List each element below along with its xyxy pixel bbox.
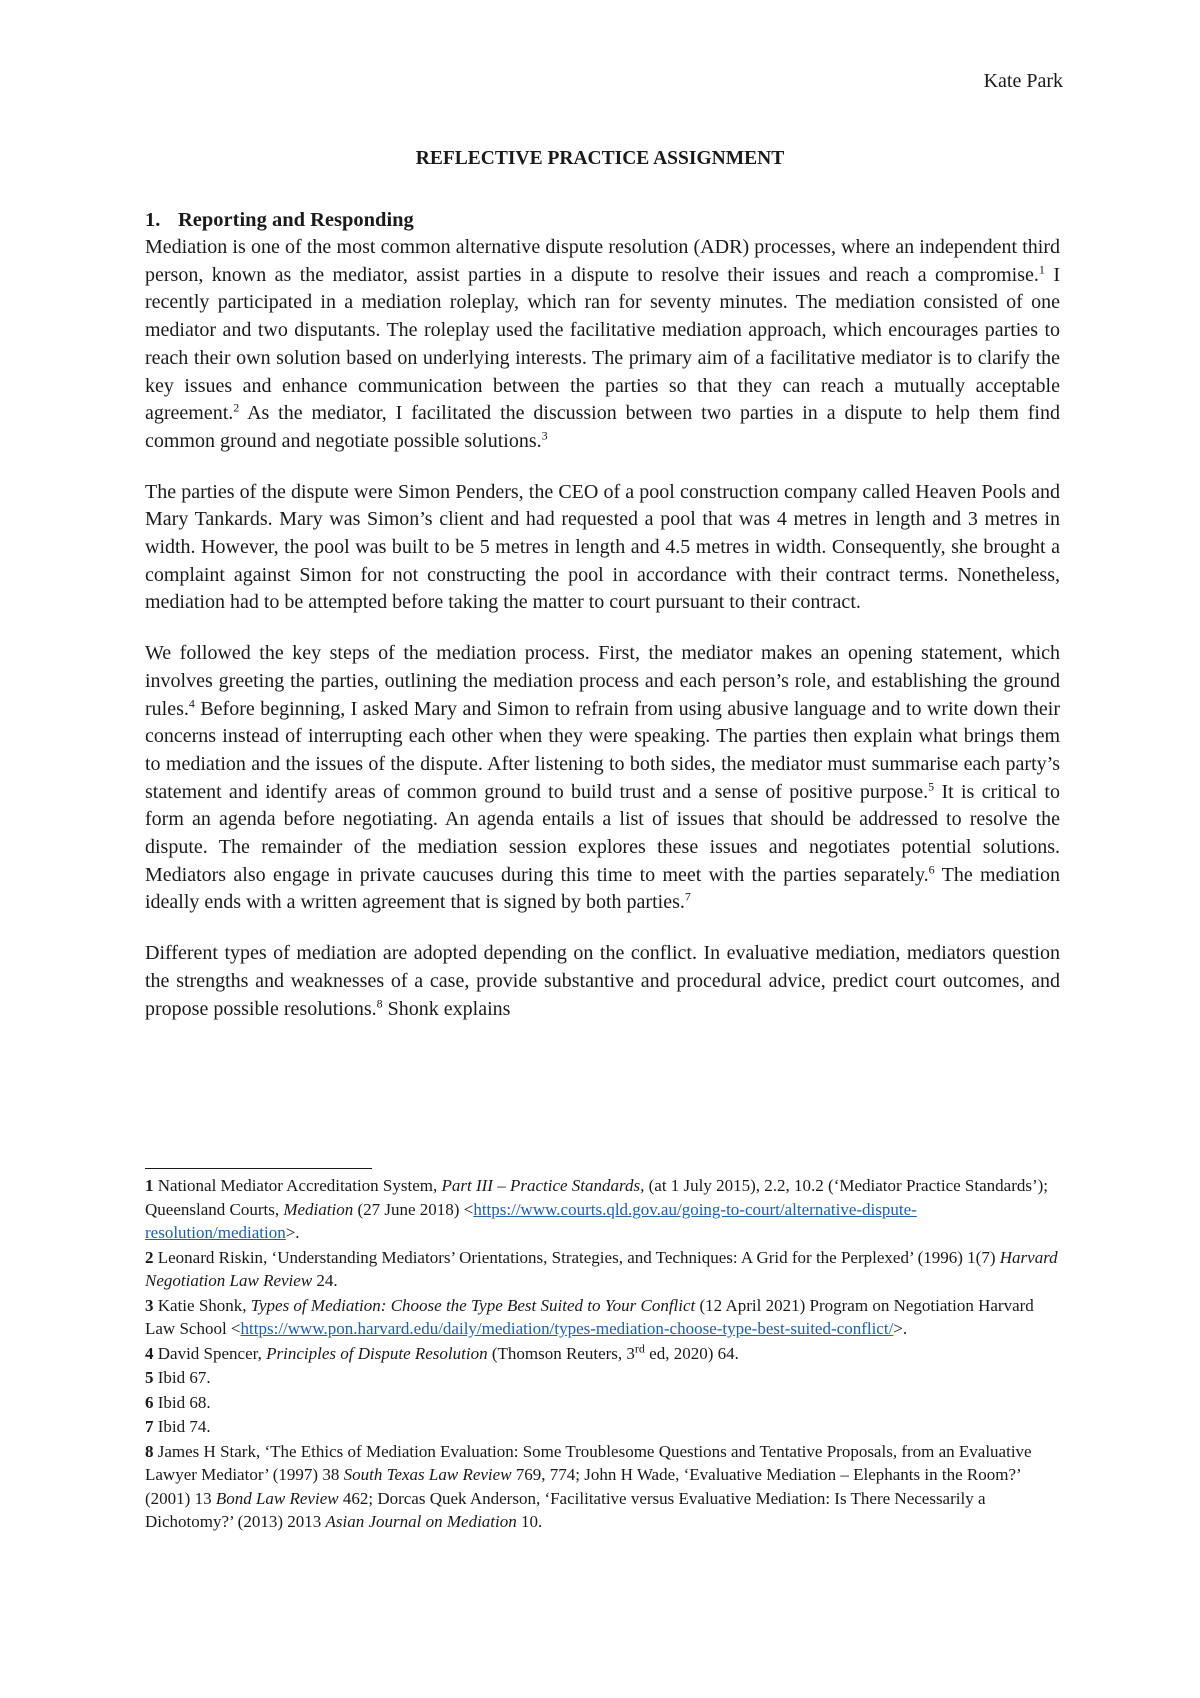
footnote-link[interactable]: https://www.pon.harvard.edu/daily/mediation/types-mediation-choose-type-best-suited-conflict/ (240, 1319, 894, 1338)
footnote-italic: Types of Mediation: Choose the Type Best Suited to Your Conflict (250, 1295, 696, 1315)
paragraph-2 (145, 479, 1060, 618)
section-number: 1. (145, 209, 161, 231)
paragraph-1 (145, 234, 1060, 456)
footnote-text: National Mediator Accreditation System, (153, 1176, 442, 1195)
footnote-italic: Asian Journal on Mediation (325, 1512, 517, 1531)
footnote-8 (145, 1440, 1060, 1534)
footnote-text: Ibid 74. (153, 1417, 211, 1436)
footnote-text: >. (893, 1319, 908, 1338)
footnote-text: 24. (312, 1271, 338, 1290)
footnote-number: 1 (145, 1176, 154, 1195)
document-title: REFLECTIVE PRACTICE ASSIGNMENT (415, 148, 785, 169)
paragraph-text: I recently participated in a mediation roleplay, which ran for seventy minutes. The mediation consisted of one mediator and two disputants. The roleplay used the facilitative mediation approach, which encourages parties to reach their own solution based on underlying interests. The primary aim of a facilitative mediator is to clarify the key issues and enhance communication between the parties so that they can reach a mutually acceptable agreement. (145, 263, 1060, 425)
footnote-7 (145, 1415, 1060, 1439)
paragraph-text: The parties of the dispute were Simon Penders, the CEO of a pool construction company called Heaven Pools and Mary Tankards. Mary was Simon’s client and had requested a pool that was 4 metres in length and 3 metres in width. However, the pool was built to be 5 metres in length and 4.5 metres in width. Consequently, she brought a complaint against Simon for not constructing the pool in accordance with their contract terms. Nonetheless, mediation had to be attempted before taking the matter to court pursuant to their contract. (145, 480, 1060, 614)
paragraph-text: As the mediator, I facilitated the discussion between two parties in a dispute to help them find common ground and negotiate possible solutions. (145, 402, 1060, 452)
footnote-number: 6 (145, 1392, 154, 1412)
footnote-text: Ibid 68. (153, 1392, 211, 1412)
footnote-ref: 3 (541, 428, 548, 443)
paragraph-text: Different types of mediation are adopted depending on the conflict. In evaluative mediation, mediators question the strengths and weaknesses of a case, provide substantive and procedural advice, predict court outcomes, and propose possible resolutions. (145, 942, 1060, 1020)
footnote-number: 7 (145, 1417, 154, 1436)
footnote-3 (145, 1294, 1060, 1341)
footnote-number: 4 (145, 1343, 154, 1363)
section-heading (145, 206, 1060, 234)
footnote-number: 3 (145, 1295, 154, 1315)
footnote-text: David Spencer, (153, 1343, 267, 1363)
footnote-text: 10. (516, 1512, 543, 1531)
footnote-text: Ibid 67. (153, 1368, 211, 1387)
paragraph-text: We followed the key steps of the mediation process. First, the mediator makes an opening statement, which involves greeting the parties, outlining the mediation process and each person’s role, and establishing the ground rules. (145, 642, 1060, 720)
footnote-text: 769, 774; John H Wade, ‘Evaluative Mediation – Elephants in the Room?’ (2001) 13 (145, 1465, 1021, 1508)
footnote-link[interactable]: https://www.courts.qld.gov.au/going-to-court/alternative-dispute-resolution/mediation (145, 1199, 917, 1242)
footnote-text: (27 June 2018) < (353, 1199, 474, 1219)
footnote-number: 8 (145, 1441, 154, 1461)
footnote-ref: 8 (376, 995, 383, 1010)
footnote-1 (145, 1174, 1060, 1245)
footnote-ref: 1 (1038, 262, 1045, 277)
footnote-divider (145, 1168, 372, 1169)
paragraph-text: The mediation ideally ends with a written agreement that is signed by both parties. (145, 863, 1060, 914)
ordinal-suffix: rd (634, 1340, 645, 1355)
footnote-italic: Principles of Dispute Resolution (266, 1343, 488, 1363)
section-title: Reporting and Responding (178, 209, 414, 231)
footnotes (145, 1174, 1060, 1535)
footnote-italic: Part III – Practice Standards, (441, 1176, 645, 1195)
footnote-4 (145, 1342, 1060, 1366)
document-body (145, 206, 1060, 1046)
footnote-number: 2 (145, 1247, 154, 1267)
paragraph-text: It is critical to form an agenda before negotiating. An agenda entails a list of issues that should be addressed to resolve the dispute. The remainder of the mediation session explores these issues and negotiates potential solutions. Mediators also engage in private caucuses during this time to meet with the parties separately. (145, 780, 1060, 886)
footnote-text: James H Stark, ‘The Ethics of Mediation Evaluation: Some Troublesome Questions and Tentative Proposals, from an Evaluative Lawyer Mediator’ (1997) 38 (145, 1441, 1032, 1484)
footnote-text: Katie Shonk, (153, 1295, 251, 1315)
footnote-2 (145, 1246, 1060, 1293)
footnote-6 (145, 1391, 1060, 1415)
paragraph-4 (145, 940, 1060, 1023)
footnote-italic: Bond Law Review (215, 1488, 339, 1508)
footnote-text: Leonard Riskin, ‘Understanding Mediators’ Orientations, Strategies, and Techniques: A Grid for the Perplexed’ (1996) 1(7) (153, 1247, 1000, 1267)
footnote-text: ed, 2020) 64. (644, 1343, 739, 1363)
footnote-ref: 4 (188, 695, 195, 710)
footnote-text: (Thomson Reuters, 3 (487, 1343, 635, 1363)
paragraph-text: Mediation is one of the most common alternative dispute resolution (ADR) processes, where an independent third person, known as the mediator, assist parties in a dispute to resolve their issues and reach a compromise. (145, 236, 1060, 286)
footnote-text: 462; Dorcas Quek Anderson, ‘Facilitative versus Evaluative Mediation: Is There Necessarily a Dichotomy?’ (2013) 2013 (145, 1488, 986, 1531)
footnote-text: (at 1 July 2015), 2.2, 10.2 (‘Mediator Practice Standards’); Queensland Courts, (145, 1176, 1049, 1219)
footnote-ref: 5 (928, 779, 935, 793)
footnote-text: (12 April 2021) Program on Negotiation Harvard Law School < (145, 1295, 1034, 1338)
paragraph-text: Before beginning, I asked Mary and Simon to refrain from using abusive language and to write down their concerns instead of interrupting each other when they were speaking. The parties then explain what brings them to mediation and the issues of the dispute. After listening to both sides, the mediator must summarise each party’s statement and identify areas of common ground to build trust and a sense of positive purpose. (145, 697, 1060, 803)
footnote-italic: South Texas Law Review (343, 1465, 512, 1484)
footnote-italic: Mediation (283, 1199, 354, 1219)
footnote-number: 5 (145, 1368, 154, 1387)
footnote-5 (145, 1366, 1060, 1390)
footnote-ref: 6 (928, 862, 935, 877)
paragraph-text: Shonk explains (382, 997, 511, 1020)
footnote-text: >. (285, 1223, 300, 1242)
footnote-ref: 7 (684, 889, 691, 904)
footnote-ref: 2 (233, 400, 240, 415)
footnote-italic: Harvard Negotiation Law Review (145, 1247, 1058, 1290)
header-author: Kate Park (983, 70, 1063, 92)
paragraph-3 (145, 640, 1060, 917)
